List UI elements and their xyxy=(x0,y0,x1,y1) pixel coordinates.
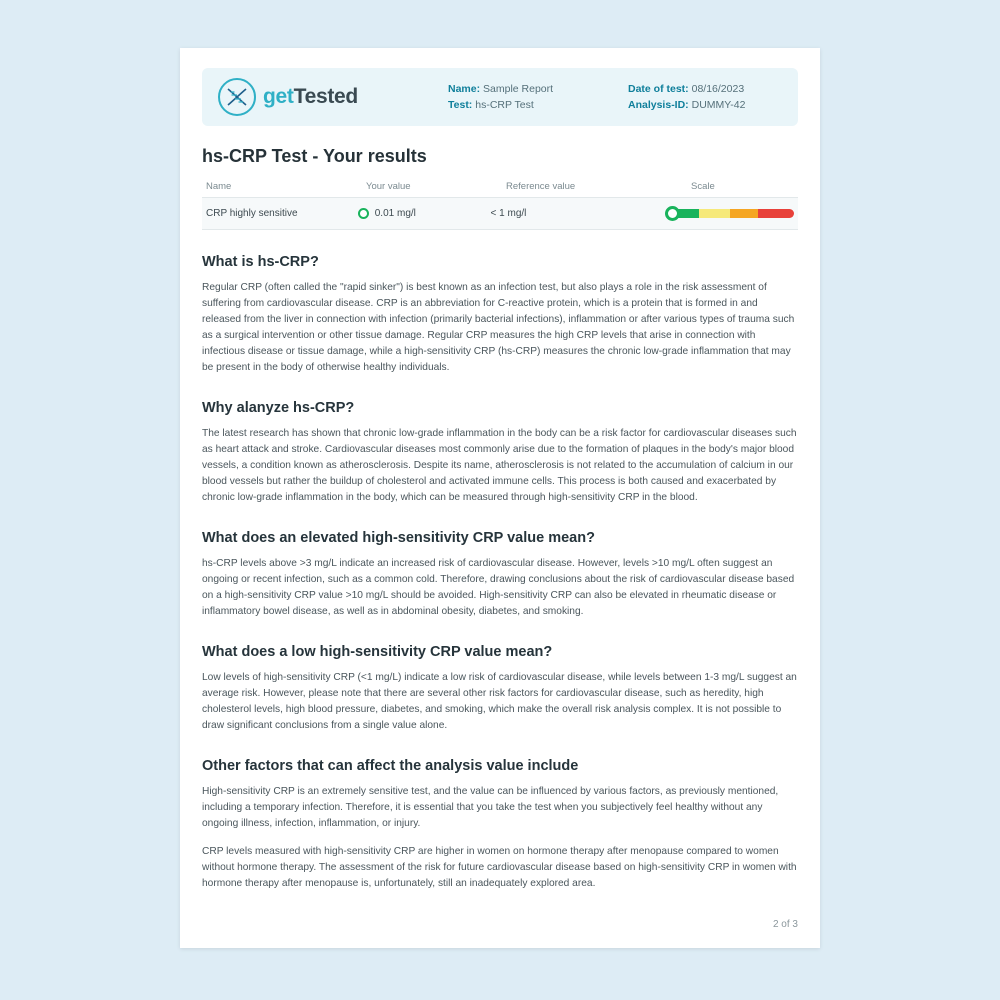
section-paragraph-other-factors-1: High-sensitivity CRP is an extremely sensitive test, and the value can be influenced by various factors, as previously mentioned, including a temporary infection. Therefore, it is essential that you take the test when you subjectively feel healthy without any ongoing illness, infection, inflammation, or injury. xyxy=(202,786,779,829)
row-scale-cell xyxy=(666,209,794,218)
section-paragraph-other-factors-2: CRP levels measured with high-sensitivity CRP are higher in women on hormone therapy after menopause compared to women without hormone therapy. The assessment of the risk for future cardiovascular disease based on high-sensitivity CRP in women with hormone therapy after menopause is, unfortunately, still an inadequately explored area. xyxy=(202,846,797,889)
header-field-test-value: hs-CRP Test xyxy=(475,99,534,111)
header-field-test xyxy=(448,97,628,113)
logo-text-get: get xyxy=(263,85,294,108)
scale-marker-icon xyxy=(665,206,680,221)
page-inner xyxy=(180,48,820,948)
scale-bar xyxy=(666,209,794,218)
row-your-value: 0.01 mg/l xyxy=(374,208,416,219)
header-field-name-value: Sample Report xyxy=(483,83,554,95)
row-reference-value: < 1 mg/l xyxy=(490,208,527,219)
scale-segment-yellow xyxy=(699,209,730,218)
section-paragraph-what-is-hscrp: Regular CRP (often called the "rapid sinker") is best known as an infection test, but also plays a role in the risk assessment of suffering from cardiovascular disease. CRP is an abbreviation for C-reactive protein, which is a protein that is formed in and released from the liver in connection with infection (primarily bacterial infections), inflammation or after various types of trauma such as a surgical intervention or other tissue damage. Regular CRP measures the high CRP levels that arise in connection with infectious disease or tissue damage, while a high-sensitivity CRP (hs-CRP) measures the chronic low-grade inflammation that may be present in the body of otherwise healthy individuals. xyxy=(202,282,795,373)
header-field-analysis-id xyxy=(628,97,745,113)
table-header-row xyxy=(202,181,798,198)
header-field-analysis-id-value: DUMMY-42 xyxy=(691,99,746,111)
section-heading-why-analyze: Why alanyze hs-CRP? xyxy=(202,400,355,416)
header-field-date-label: Date of test: xyxy=(628,83,689,95)
header-field-name xyxy=(448,81,628,97)
section-paragraph-why-analyze: The latest research has shown that chronic low-grade inflammation in the body can be a risk factor for cardiovascular diseases such as heart attack and stroke. Cardiovascular diseases most commonly arise due to the formation of plaques in the body's major blood vessels, a condition known as atherosclerosis. Despite its name, atherosclerosis is not related to the accumulation of calcium in our blood vessels but rather the buildup of cholesterol and activated immune cells. This process is both caused and exacerbated by chronic low-grade inflammation in the body, which can be measured through high-sensitivity CRP in the blood. xyxy=(202,428,797,503)
section-heading-elevated-value: What does an elevated high-sensitivity CRP value mean? xyxy=(202,530,595,546)
column-header-name: Name xyxy=(206,181,232,192)
section-paragraph-low-value: Low levels of high-sensitivity CRP (<1 mg/L) indicate a low risk of cardiovascular disease, while levels between 1-3 mg/L suggest an average risk. However, please note that there are several other risk factors for cardiovascular disease, such as heredity, high cholesterol levels, high blood pressure, diabetes, and smoking, which make the overall risk analysis complex. It is not possible to draw significant conclusions from a single value alone. xyxy=(202,672,797,731)
column-header-your-value: Your value xyxy=(366,181,411,192)
section-heading-other-factors: Other factors that can affect the analysis value include xyxy=(202,758,579,774)
table-row xyxy=(202,198,798,230)
section-paragraph-elevated-value: hs-CRP levels above >3 mg/L indicate an increased risk of cardiovascular disease. However, levels >10 mg/L often suggest an ongoing or recent infection, such as a common cold. Therefore, drawing conclusions about the risk of cardiovascular disease based on a high-sensitivity CRP value >10 mg/L should be avoided. High-sensitivity CRP can also be elevated in rheumatic disease or inflammatory bowel disease, as well as in abdominal obesity, diabetes, and smoking. xyxy=(202,558,795,617)
header-field-name-label: Name: xyxy=(448,83,481,95)
row-analyte-name: CRP highly sensitive xyxy=(206,208,298,219)
header-field-analysis-id-label: Analysis-ID: xyxy=(628,99,689,111)
header-field-date xyxy=(628,81,745,97)
page-title: hs-CRP Test - Your results xyxy=(202,146,427,166)
report-header xyxy=(202,68,798,126)
header-patient-info xyxy=(448,81,628,113)
header-field-date-value: 08/16/2023 xyxy=(691,83,745,95)
scale-gauge xyxy=(666,209,794,218)
scale-segment-red xyxy=(758,209,794,218)
column-header-scale: Scale xyxy=(691,181,715,192)
logo-text-tested: Tested xyxy=(293,85,358,108)
row-your-value-cell xyxy=(358,208,491,219)
results-table xyxy=(202,181,798,230)
section-heading-what-is-hscrp: What is hs-CRP? xyxy=(202,254,319,270)
dna-helix-icon xyxy=(218,78,256,116)
page-number: 2 of 3 xyxy=(772,919,798,930)
column-header-reference-value: Reference value xyxy=(506,181,576,192)
logo-wordmark xyxy=(263,85,358,109)
status-dot-icon xyxy=(358,208,369,219)
header-test-info xyxy=(628,81,745,113)
header-field-test-label: Test: xyxy=(448,99,473,111)
brand-logo xyxy=(218,78,448,116)
scale-segment-orange xyxy=(730,209,758,218)
document-page xyxy=(180,48,820,948)
section-heading-low-value: What does a low high-sensitivity CRP value mean? xyxy=(202,644,553,660)
